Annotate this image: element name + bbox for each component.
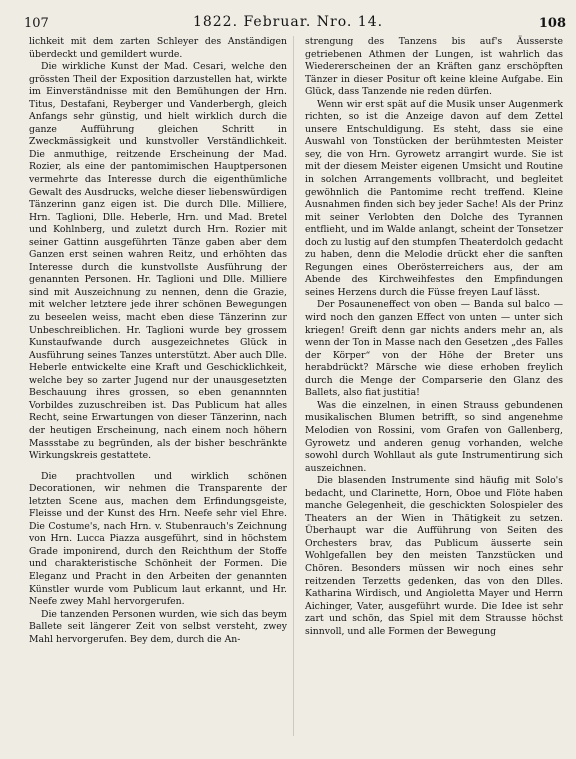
left-paragraph-1: lichkeit mit dem zarten Schleyer des Anständigen überdeckt und gemildert wurde. <box>29 36 287 60</box>
right-paragraph-4: Was die einzelnen, in einen Strauss gebundenen musikalischen Blumen betrifft, so sind angenehme Melodien von Rossini, vom Grafen von Gallenberg, Gyrowetz und anderen genug vorhanden, welche sowohl durch Wohllaut als gute Instrumentirung sich auszeichnen. <box>305 399 563 474</box>
left-paragraph-2: Die wirkliche Kunst der Mad. Cesari, welche den grössten Theil der Exposition darzustellen hat, wirkte im Einverständnisse mit den Bemühungen der Hrn. Titus, Destafani, Reyberger und Vanderbergh, gleich Anfangs sehr günstig, und hielt wirklich durch die ganze Aufführung gleichen Schritt in Zweckmässigkeit und kunstvoller Verständlichkeit. Die anmuthige, reitzende Erscheinung der Mad. Rozier, als eine der pantomimischen Hauptpersonen vermehrte das Interesse durch die eigenthümliche Gewalt des Ausdrucks, welche dieser liebenswürdigen Tänzerinn ganz eigen ist. Die durch Dlle. Milliere, Hrn. Taglioni, Dlle. Heberle, Hrn. und Mad. Bretel und Kohlnberg, und zuletzt durch Hrn. Rozier mit seiner Gattinn ausgeführten Tänze gaben aber dem Ganzen erst seinen wahren Reitz, und erhöhten das Interesse durch die kunstvollste Ausführung der genannten Personen. Hr. Taglioni und Dlle. Milliere sind mit Auszeichnung zu nennen, denn die Grazie, mit welcher letztere jede ihrer schönen Bewegungen zu beseelen weiss, macht eben diese Tänzerinn zur Unbeschreiblichen. Hr. Taglioni wurde bey grossem Kunstaufwande durch ausgezeichnetes Glück in Ausführung seines Tanzes unterstützt. Aber auch Dlle. Heberle entwickelte eine Kraft und Geschicklichkeit, welche bey so zarter Jugend nur der unausgesetzten Beschauung ihres grossen, so eben genannnten Vorbildes zuzuschreiben ist. Das Publicum hat alles Recht, seine Erwartungen von dieser Tänzerinn, nach der heutigen Erscheinung, nach einem noch höhern Massstabe zu begründen, als der bisher beschränkte Wirkungskreis gestattete. <box>29 61 287 462</box>
page-number-left: 107 <box>24 16 49 31</box>
page-header <box>0 10 576 36</box>
right-paragraph-3: Der Posauneneffect von oben — Banda sul balco — wird noch den ganzen Effect von unten — unter sich kriegen! Greift denn gar nichts anders mehr an, als wenn der Ton in Masse nach den Gesetzen „des Falles der Körper“ von der Höhe der Breter uns herabdrückt? Märsche wie diese erhoben freylich durch die Menge der Comparserie den Glanz des Ballets, also fiat justitia! <box>305 299 563 399</box>
right-paragraph-1: strengung des Tanzens bis auf's Äusserste getriebenen Athmen der Lungen, ist wahrlich das Wiedererscheinen der an Kräften ganz erschöpften Tänzer in dieser Positur oft keine kleine Aufgabe. Ein Glück, dass Tanzende nie reden dürfen. <box>305 36 563 98</box>
left-paragraph-4: Die tanzenden Personen wurden, wie sich das beym Ballete seit längerer Zeit von selbst versteht, zwey Mahl hervorgerufen. Bey dem, durch die An- <box>29 608 287 645</box>
right-column <box>305 36 563 638</box>
right-paragraph-2: Wenn wir erst spät auf die Musik unser Augenmerk richten, so ist die Anzeige davon auf dem Zettel unsere Entschuldigung. Es steht, dass sie eine Auswahl von Tonstücken der berühmtesten Meister sey, die von Hrn. Gyrowetz arrangirt wurde. Sie ist mit der diesem Meister eigenen Umsicht und Routine in solchen Arrangements vollbracht, und begleitet gewöhnlich die Pantomime recht treffend. Kleine Ausnahmen finden sich bey jeder Sache! Als der Prinz mit seiner Verlobten den Dolche des Tyrannen entflieht, und im Walde anlangt, scheint der Tonsetzer doch zu lustig auf den stumpfen Theaterdolch gedacht zu haben, denn die Melodie drückt eher die sanften Regungen eines Oberösterreichers aus, der am Abende des Kirchweihfestes den Empfindungen seines Herzens durch die Füsse freyen Lauf lässt. <box>305 98 563 298</box>
right-paragraph-5: Die blasenden Instrumente sind häufig mit Solo's bedacht, und Clarinette, Horn, Oboe und Flöte haben manche Gelegenheit, die geschickten Solospieler des Theaters an der Wien in Thätigkeit zu setzen. Überhaupt war die Aufführung von Seiten des Orchesters brav, das Publicum äusserte sein Wohlgefallen bey den meisten Tanzstücken und Chören. Besonders müssen wir noch eines sehr reitzenden Terzetts gedenken, das von den Dlles. Katharina Wirdisch, und Angioletta Mayer und Herrn Aichinger, Vater, ausgeführt wurde. Die Idee ist sehr zart und schön, das Spiel mit dem Strausse höchst sinnvoll, und alle Formen der Bewegung <box>305 475 563 637</box>
issue-date-title: 1822. Februar. Nro. 14. <box>192 14 384 30</box>
paragraph-gap <box>29 463 287 471</box>
left-column <box>29 36 287 646</box>
left-paragraph-3: Die prachtvollen und wirklich schönen Decorationen, wir nehmen die Transparente der letzten Scene aus, machen dem Erfindungsgeiste, Fleisse und der Kunst des Hrn. Neefe sehr viel Ehre. Die Costume's, nach Hrn. v. Stubenrauch's Zeichnung von Hrn. Lucca Piazza ausgeführt, sind in höchstem Grade imponirend, durch den Reichthum der Stoffe und charakteristische Schönheit der Formen. Die Eleganz und Pracht in den Arbeiten der genannten Künstler wurde vom Publicum laut erkannt, und Hr. Neefe zwey Mahl hervorgerufen. <box>29 470 287 608</box>
page-number-right: 108 <box>538 16 566 31</box>
column-divider <box>293 36 294 736</box>
